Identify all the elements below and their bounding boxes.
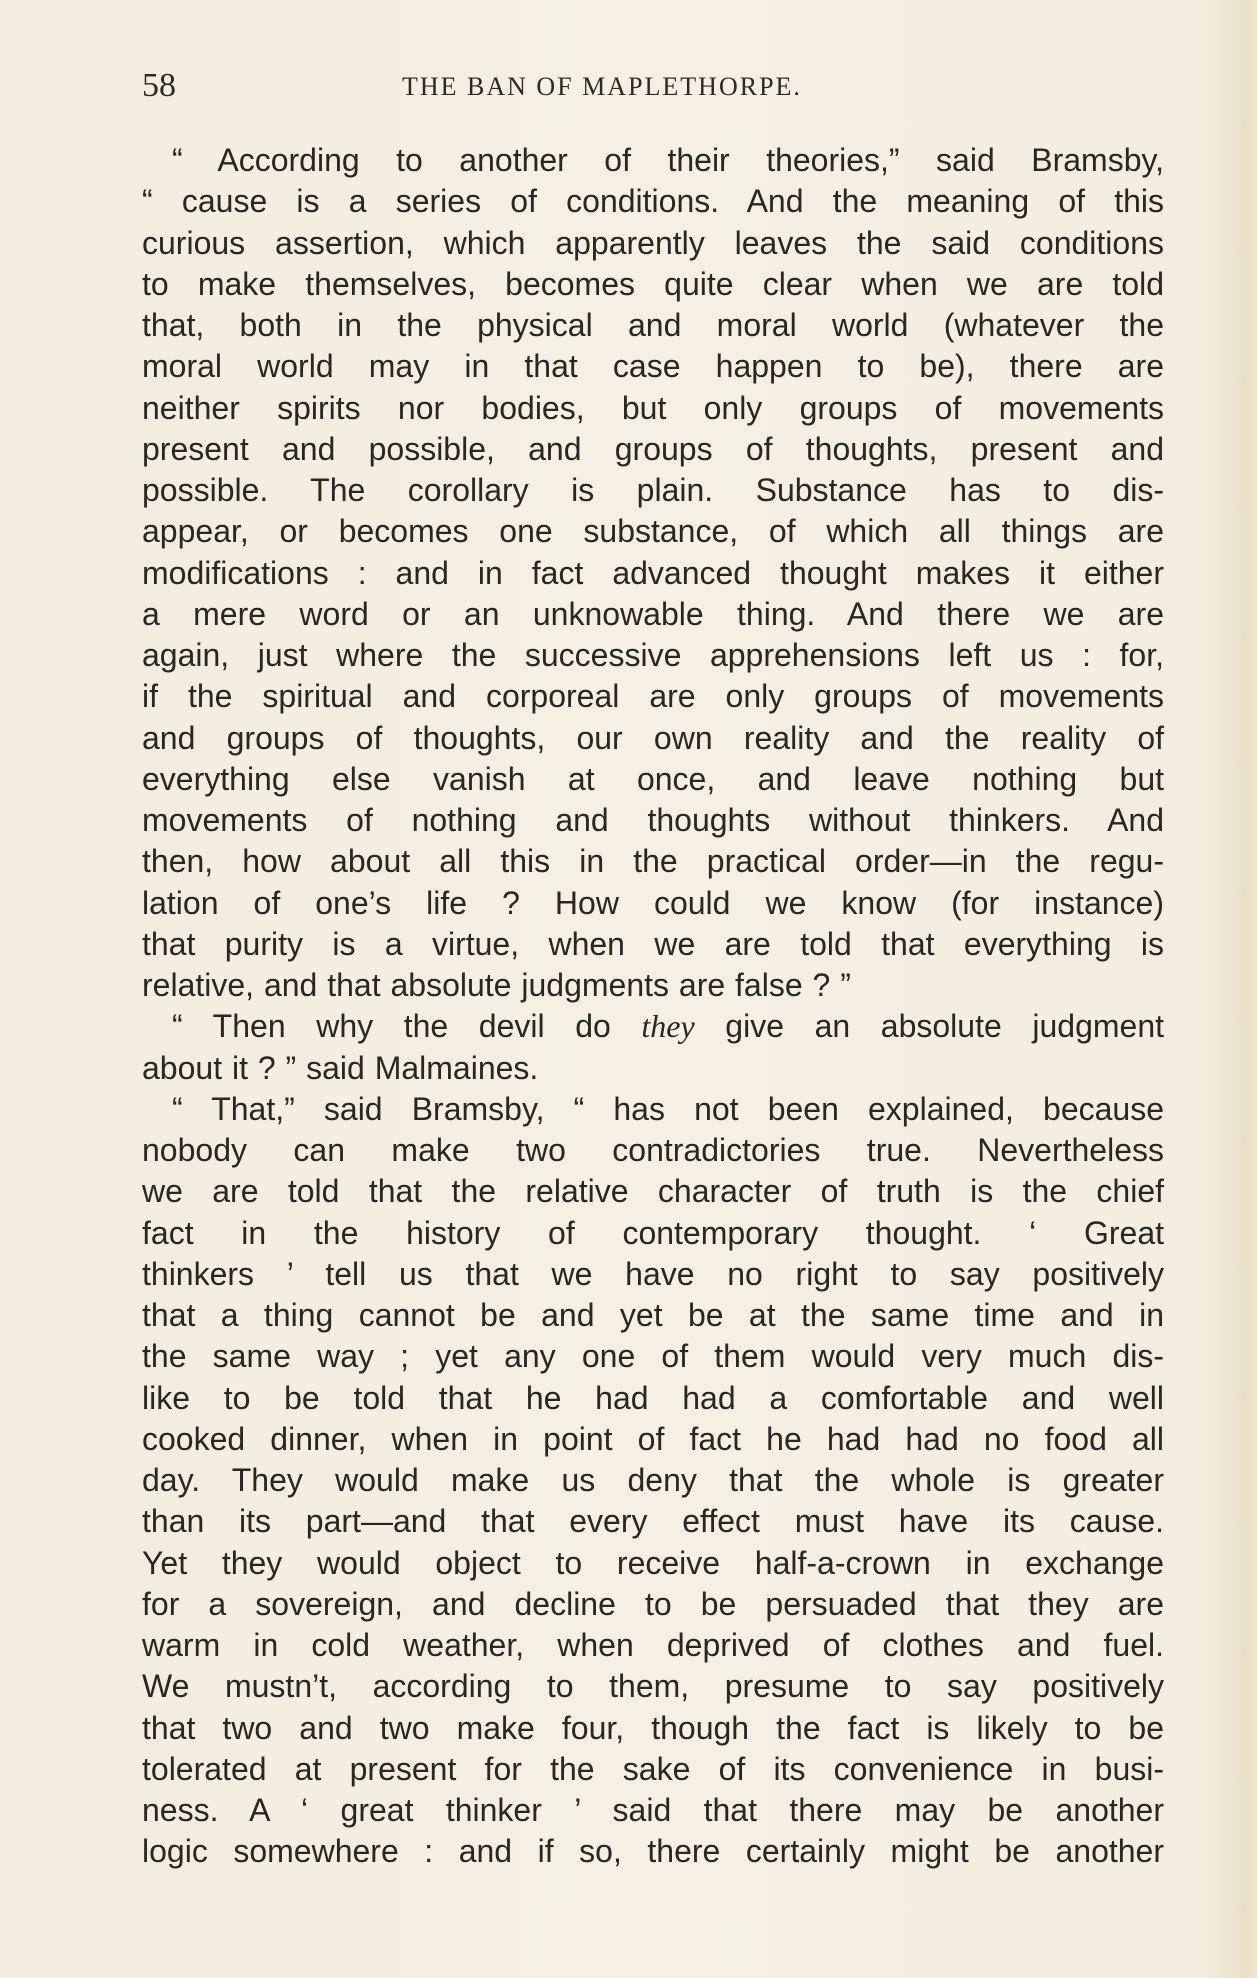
text-line: possible. The corollary is plain. Substance has to dis- xyxy=(142,472,1164,508)
text-line: relative, and that absolute judgments are false ? ” xyxy=(142,967,851,1003)
running-title: THE BAN OF MAPLETHORPE. xyxy=(402,72,802,101)
text-line: lation of one’s life ? How could we know (for instance) xyxy=(142,884,1164,921)
text-line: appear, or becomes one substance, of which all things are xyxy=(142,513,1164,550)
text-line: that purity is a virtue, when we are told that everything is xyxy=(142,925,1164,962)
text-line: for a sovereign, and decline to be persuaded that they are xyxy=(142,1585,1164,1622)
text-line: thinkers ’ tell us that we have no right to say positively xyxy=(142,1255,1164,1292)
text-line: day. They would make us deny that the whole is greater xyxy=(142,1462,1164,1498)
body-text xyxy=(142,140,1164,1873)
text-line: Yet they would object to receive half-a-crown in exchange xyxy=(142,1544,1164,1581)
text-line: nobody can make two contradictories true. Nevertheless xyxy=(142,1132,1164,1168)
text-line: like to be told that he had had a comfortable and well xyxy=(142,1379,1164,1416)
text-line: to make themselves, becomes quite clear when we are told xyxy=(142,265,1164,302)
text-line: that, both in the physical and moral world (whatever the xyxy=(142,307,1164,343)
page-number: 58 xyxy=(142,67,176,104)
text-line: We mustn’t, according to them, presume to say positively xyxy=(142,1668,1164,1705)
italic-word: they xyxy=(641,1008,695,1045)
text-line: “ According to another of their theories,” said Bramsby, xyxy=(172,142,1164,178)
text-line: and groups of thoughts, our own reality and the reality of xyxy=(142,719,1164,756)
text-line: ness. A ‘ great thinker ’ said that there may be another xyxy=(142,1792,1164,1828)
text-line: a mere word or an unknowable thing. And there we are xyxy=(142,595,1164,632)
text-line: if the spiritual and corporeal are only groups of movements xyxy=(142,678,1164,715)
text-line: present and possible, and groups of thoughts, present and xyxy=(142,430,1164,467)
text-line: logic somewhere : and if so, there certainly might be another xyxy=(142,1833,1164,1870)
text-line: we are told that the relative character of truth is the chief xyxy=(142,1173,1164,1210)
text-segment: give an absolute judgment xyxy=(694,1008,1165,1045)
text-line: that two and two make four, though the fact is likely to be xyxy=(142,1709,1164,1746)
text-line: again, just where the successive apprehensions left us : for, xyxy=(142,637,1164,673)
text-line: modifications : and in fact advanced thought makes it either xyxy=(142,554,1164,591)
text-segment: “ Then why the devil do xyxy=(172,1008,642,1045)
text-line: about it ? ” said Malmaines. xyxy=(142,1049,539,1086)
text-line: “ cause is a series of conditions. And the meaning of this xyxy=(142,183,1164,220)
page-header xyxy=(142,66,1162,106)
text-line: tolerated at present for the sake of its convenience in busi- xyxy=(142,1750,1164,1787)
text-line: than its part—and that every effect must have its cause. xyxy=(142,1503,1164,1540)
text-line: neither spirits nor bodies, but only groups of movements xyxy=(142,389,1164,426)
text-line: moral world may in that case happen to be), there are xyxy=(142,348,1164,385)
text-line: the same way ; yet any one of them would very much dis- xyxy=(142,1338,1164,1375)
text-line: then, how about all this in the practical order—in the regu- xyxy=(142,843,1164,880)
text-line: fact in the history of contemporary thought. ‘ Great xyxy=(142,1214,1164,1251)
text-line: everything else vanish at once, and leave nothing but xyxy=(142,760,1164,797)
text-line: movements of nothing and thoughts without thinkers. And xyxy=(142,802,1164,838)
text-line: warm in cold weather, when deprived of clothes and fuel. xyxy=(142,1627,1164,1663)
text-line: cooked dinner, when in point of fact he had had no food all xyxy=(142,1420,1164,1457)
text-line: “ That,” said Bramsby, “ has not been explained, because xyxy=(172,1090,1164,1127)
text-line xyxy=(142,1006,1164,1047)
text-line: curious assertion, which apparently leaves the said conditions xyxy=(142,224,1164,261)
text-line: that a thing cannot be and yet be at the same time and in xyxy=(142,1297,1164,1333)
